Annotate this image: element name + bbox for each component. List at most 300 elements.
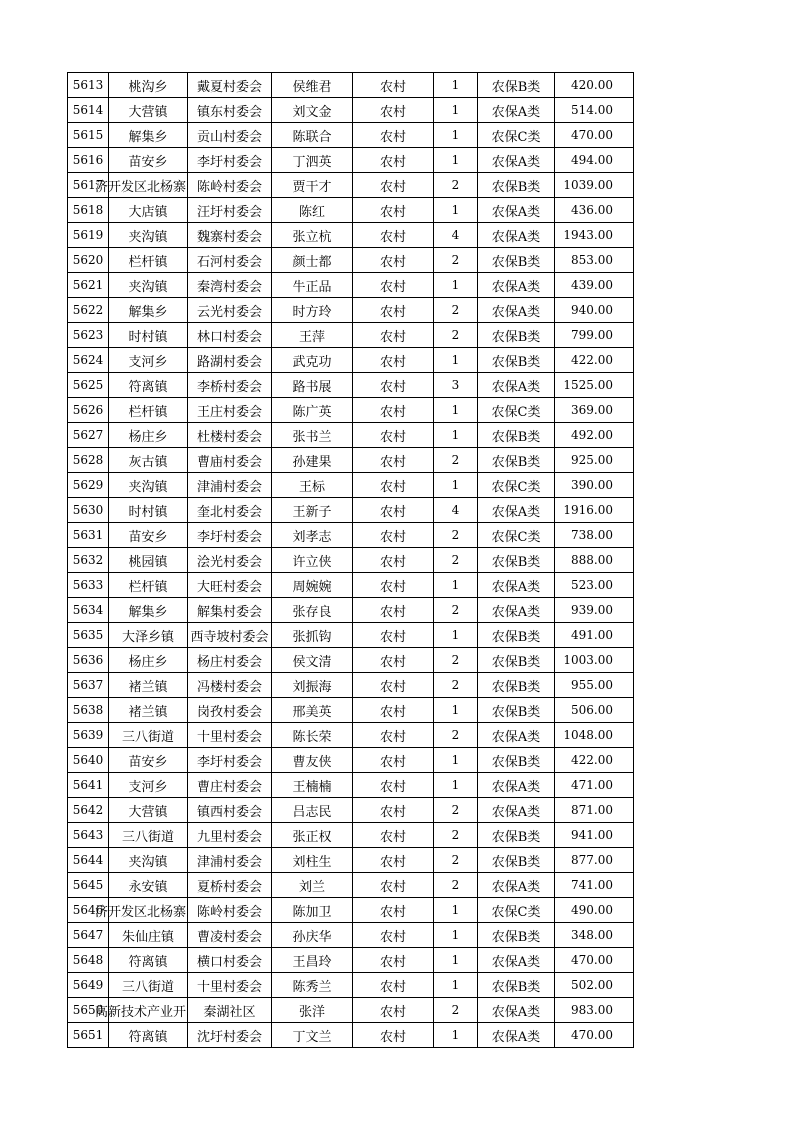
table-row [68, 973, 634, 998]
insurance-category-cell: 农保A类 [478, 373, 555, 398]
table-row [68, 523, 634, 548]
serial-number-cell: 5649 [68, 973, 109, 998]
insurance-category-cell: 农保B类 [478, 698, 555, 723]
insurance-category-cell: 农保C类 [478, 473, 555, 498]
village-committee-cell: 杜楼村委会 [188, 423, 272, 448]
amount-cell: 955.00 [555, 673, 634, 698]
household-type-cell: 农村 [353, 473, 434, 498]
serial-number-cell: 5650 [68, 998, 109, 1023]
amount-cell: 1943.00 [555, 223, 634, 248]
family-size-cell: 1 [434, 573, 478, 598]
serial-number-cell: 5624 [68, 348, 109, 373]
table-row [68, 598, 634, 623]
village-committee-cell: 路湖村委会 [188, 348, 272, 373]
township-cell: 褚兰镇 [109, 673, 188, 698]
insurance-category-cell: 农保A类 [478, 273, 555, 298]
household-type-cell: 农村 [353, 423, 434, 448]
insurance-category-cell: 农保C类 [478, 123, 555, 148]
township-cell: 时村镇 [109, 323, 188, 348]
amount-cell: 470.00 [555, 123, 634, 148]
table-row [68, 373, 634, 398]
township-cell: 褚兰镇 [109, 698, 188, 723]
family-size-cell: 2 [434, 723, 478, 748]
township-cell: 大泽乡镇 [109, 623, 188, 648]
insurance-category-cell: 农保B类 [478, 323, 555, 348]
amount-cell: 439.00 [555, 273, 634, 298]
table-row [68, 323, 634, 348]
insurance-category-cell: 农保B类 [478, 548, 555, 573]
township-cell: 夹沟镇 [109, 273, 188, 298]
serial-number-cell: 5643 [68, 823, 109, 848]
family-size-cell: 2 [434, 798, 478, 823]
insurance-category-cell: 农保A类 [478, 798, 555, 823]
amount-cell: 502.00 [555, 973, 634, 998]
household-type-cell: 农村 [353, 123, 434, 148]
table-row [68, 473, 634, 498]
village-committee-cell: 九里村委会 [188, 823, 272, 848]
township-cell: 解集乡 [109, 298, 188, 323]
village-committee-cell: 陈岭村委会 [188, 898, 272, 923]
family-size-cell: 1 [434, 748, 478, 773]
person-name-cell: 张洋 [272, 998, 353, 1023]
table-row [68, 498, 634, 523]
person-name-cell: 刘孝志 [272, 523, 353, 548]
amount-cell: 1003.00 [555, 648, 634, 673]
person-name-cell: 张抓钩 [272, 623, 353, 648]
family-size-cell: 2 [434, 648, 478, 673]
amount-cell: 925.00 [555, 448, 634, 473]
serial-number-cell: 5613 [68, 73, 109, 98]
serial-number-cell: 5634 [68, 598, 109, 623]
insurance-category-cell: 农保B类 [478, 73, 555, 98]
village-committee-cell: 秦湖社区 [188, 998, 272, 1023]
village-committee-cell: 津浦村委会 [188, 848, 272, 873]
household-type-cell: 农村 [353, 323, 434, 348]
serial-number-cell: 5631 [68, 523, 109, 548]
township-cell: 支河乡 [109, 773, 188, 798]
household-type-cell: 农村 [353, 948, 434, 973]
table-row [68, 448, 634, 473]
township-cell [95, 898, 188, 923]
household-type-cell: 农村 [353, 398, 434, 423]
amount-cell: 799.00 [555, 323, 634, 348]
amount-cell: 940.00 [555, 298, 634, 323]
household-type-cell: 农村 [353, 598, 434, 623]
table-row [68, 98, 634, 123]
township-cell: 栏杆镇 [109, 248, 188, 273]
village-committee-cell: 津浦村委会 [188, 473, 272, 498]
family-size-cell: 2 [434, 998, 478, 1023]
township-cell: 朱仙庄镇 [109, 923, 188, 948]
insurance-category-cell: 农保B类 [478, 648, 555, 673]
insurance-category-cell: 农保A类 [478, 873, 555, 898]
insurance-category-cell: 农保A类 [478, 723, 555, 748]
table-row [68, 348, 634, 373]
household-type-cell: 农村 [353, 73, 434, 98]
table-row [68, 223, 634, 248]
serial-number-cell: 5618 [68, 198, 109, 223]
household-type-cell: 农村 [353, 648, 434, 673]
table-row [68, 73, 634, 98]
village-committee-cell: 石河村委会 [188, 248, 272, 273]
village-committee-cell: 汪圩村委会 [188, 198, 272, 223]
village-committee-cell: 李圩村委会 [188, 523, 272, 548]
family-size-cell: 1 [434, 473, 478, 498]
amount-cell: 369.00 [555, 398, 634, 423]
household-type-cell: 农村 [353, 873, 434, 898]
township-cell [95, 173, 188, 198]
household-type-cell: 农村 [353, 548, 434, 573]
insurance-category-cell: 农保B类 [478, 673, 555, 698]
household-type-cell: 农村 [353, 623, 434, 648]
records-table-body [68, 73, 634, 1048]
insurance-category-cell: 农保C类 [478, 398, 555, 423]
table-row [68, 948, 634, 973]
village-committee-cell: 沈圩村委会 [188, 1023, 272, 1048]
amount-cell: 348.00 [555, 923, 634, 948]
amount-cell: 1039.00 [555, 173, 634, 198]
person-name-cell: 张存良 [272, 598, 353, 623]
family-size-cell: 2 [434, 323, 478, 348]
family-size-cell: 2 [434, 248, 478, 273]
township-cell: 解集乡 [109, 123, 188, 148]
household-type-cell: 农村 [353, 798, 434, 823]
amount-cell: 422.00 [555, 348, 634, 373]
table-row [68, 998, 634, 1023]
amount-cell: 491.00 [555, 623, 634, 648]
serial-number-cell: 5626 [68, 398, 109, 423]
amount-cell: 494.00 [555, 148, 634, 173]
insurance-category-cell: 农保B类 [478, 623, 555, 648]
household-type-cell: 农村 [353, 748, 434, 773]
person-name-cell: 刘兰 [272, 873, 353, 898]
township-text: 济开发区北杨寨 [95, 179, 187, 195]
serial-number-cell: 5616 [68, 148, 109, 173]
amount-cell: 1048.00 [555, 723, 634, 748]
family-size-cell: 1 [434, 198, 478, 223]
serial-number-cell: 5635 [68, 623, 109, 648]
household-type-cell: 农村 [353, 1023, 434, 1048]
family-size-cell: 1 [434, 1023, 478, 1048]
person-name-cell: 王新子 [272, 498, 353, 523]
household-type-cell: 农村 [353, 148, 434, 173]
serial-number-cell: 5642 [68, 798, 109, 823]
serial-number-cell: 5619 [68, 223, 109, 248]
person-name-cell: 刘振海 [272, 673, 353, 698]
serial-number-cell: 5651 [68, 1023, 109, 1048]
amount-cell: 390.00 [555, 473, 634, 498]
person-name-cell: 张立杭 [272, 223, 353, 248]
amount-cell: 983.00 [555, 998, 634, 1023]
person-name-cell: 周婉婉 [272, 573, 353, 598]
person-name-cell: 刘柱生 [272, 848, 353, 873]
person-name-cell: 吕志民 [272, 798, 353, 823]
township-cell: 永安镇 [109, 873, 188, 898]
person-name-cell: 贾干才 [272, 173, 353, 198]
household-type-cell: 农村 [353, 898, 434, 923]
village-committee-cell: 贡山村委会 [188, 123, 272, 148]
insurance-category-cell: 农保B类 [478, 173, 555, 198]
insurance-category-cell: 农保C类 [478, 898, 555, 923]
village-committee-cell: 魏寨村委会 [188, 223, 272, 248]
family-size-cell: 2 [434, 823, 478, 848]
family-size-cell: 1 [434, 398, 478, 423]
household-type-cell: 农村 [353, 773, 434, 798]
person-name-cell: 王标 [272, 473, 353, 498]
serial-number-cell: 5627 [68, 423, 109, 448]
serial-number-cell: 5630 [68, 498, 109, 523]
family-size-cell: 1 [434, 273, 478, 298]
serial-number-cell: 5646 [68, 898, 109, 923]
township-cell: 苗安乡 [109, 748, 188, 773]
township-cell: 灰古镇 [109, 448, 188, 473]
table-row [68, 548, 634, 573]
amount-cell: 422.00 [555, 748, 634, 773]
village-committee-cell: 十里村委会 [188, 723, 272, 748]
township-cell: 三八街道 [109, 823, 188, 848]
person-name-cell: 颜士都 [272, 248, 353, 273]
village-committee-cell: 曹凌村委会 [188, 923, 272, 948]
township-text: 济开发区北杨寨 [95, 904, 187, 920]
serial-number-cell: 5625 [68, 373, 109, 398]
family-size-cell: 2 [434, 873, 478, 898]
amount-cell: 871.00 [555, 798, 634, 823]
village-committee-cell: 曹庄村委会 [188, 773, 272, 798]
person-name-cell: 丁文兰 [272, 1023, 353, 1048]
family-size-cell: 1 [434, 923, 478, 948]
serial-number-cell: 5641 [68, 773, 109, 798]
insurance-category-cell: 农保A类 [478, 498, 555, 523]
family-size-cell: 2 [434, 173, 478, 198]
serial-number-cell: 5615 [68, 123, 109, 148]
person-name-cell: 曹友侠 [272, 748, 353, 773]
township-cell: 解集乡 [109, 598, 188, 623]
township-cell: 三八街道 [109, 973, 188, 998]
person-name-cell: 陈长荣 [272, 723, 353, 748]
serial-number-cell: 5621 [68, 273, 109, 298]
table-row [68, 623, 634, 648]
village-committee-cell: 戴夏村委会 [188, 73, 272, 98]
insurance-category-cell: 农保B类 [478, 423, 555, 448]
insurance-category-cell: 农保B类 [478, 448, 555, 473]
person-name-cell: 张正权 [272, 823, 353, 848]
household-type-cell: 农村 [353, 448, 434, 473]
township-cell: 三八街道 [109, 723, 188, 748]
household-type-cell: 农村 [353, 198, 434, 223]
serial-number-cell: 5629 [68, 473, 109, 498]
family-size-cell: 1 [434, 623, 478, 648]
person-name-cell: 孙建果 [272, 448, 353, 473]
table-row [68, 198, 634, 223]
household-type-cell: 农村 [353, 673, 434, 698]
person-name-cell: 许立侠 [272, 548, 353, 573]
person-name-cell: 陈秀兰 [272, 973, 353, 998]
insurance-category-cell: 农保A类 [478, 198, 555, 223]
amount-cell: 1525.00 [555, 373, 634, 398]
table-row [68, 248, 634, 273]
amount-cell: 436.00 [555, 198, 634, 223]
village-committee-cell: 镇东村委会 [188, 98, 272, 123]
serial-number-cell: 5645 [68, 873, 109, 898]
table-row [68, 148, 634, 173]
insurance-category-cell: 农保C类 [478, 523, 555, 548]
amount-cell: 506.00 [555, 698, 634, 723]
insurance-category-cell: 农保A类 [478, 223, 555, 248]
township-cell: 大店镇 [109, 198, 188, 223]
village-committee-cell: 李桥村委会 [188, 373, 272, 398]
insurance-category-cell: 农保A类 [478, 298, 555, 323]
amount-cell: 741.00 [555, 873, 634, 898]
township-cell [95, 998, 188, 1023]
insurance-category-cell: 农保B类 [478, 823, 555, 848]
family-size-cell: 2 [434, 673, 478, 698]
village-committee-cell: 云光村委会 [188, 298, 272, 323]
township-cell: 栏杆镇 [109, 573, 188, 598]
amount-cell: 492.00 [555, 423, 634, 448]
serial-number-cell: 5638 [68, 698, 109, 723]
serial-number-cell: 5622 [68, 298, 109, 323]
village-committee-cell: 岗孜村委会 [188, 698, 272, 723]
township-cell: 夹沟镇 [109, 848, 188, 873]
table-row [68, 723, 634, 748]
insurance-category-cell: 农保B类 [478, 848, 555, 873]
person-name-cell: 武克功 [272, 348, 353, 373]
township-cell: 栏杆镇 [109, 398, 188, 423]
person-name-cell: 丁泗英 [272, 148, 353, 173]
amount-cell: 738.00 [555, 523, 634, 548]
amount-cell: 523.00 [555, 573, 634, 598]
family-size-cell: 1 [434, 98, 478, 123]
insurance-category-cell: 农保A类 [478, 98, 555, 123]
township-cell: 大营镇 [109, 798, 188, 823]
village-committee-cell: 杨庄村委会 [188, 648, 272, 673]
person-name-cell: 刘文金 [272, 98, 353, 123]
table-row [68, 398, 634, 423]
township-cell: 符离镇 [109, 373, 188, 398]
township-cell: 桃园镇 [109, 548, 188, 573]
table-row [68, 773, 634, 798]
village-committee-cell: 李圩村委会 [188, 148, 272, 173]
table-row [68, 123, 634, 148]
household-type-cell: 农村 [353, 223, 434, 248]
insurance-category-cell: 农保B类 [478, 348, 555, 373]
township-cell: 符离镇 [109, 1023, 188, 1048]
township-cell: 符离镇 [109, 948, 188, 973]
serial-number-cell: 5637 [68, 673, 109, 698]
person-name-cell: 孙庆华 [272, 923, 353, 948]
family-size-cell: 1 [434, 973, 478, 998]
family-size-cell: 1 [434, 123, 478, 148]
person-name-cell: 路书展 [272, 373, 353, 398]
household-type-cell: 农村 [353, 973, 434, 998]
household-type-cell: 农村 [353, 173, 434, 198]
family-size-cell: 4 [434, 498, 478, 523]
insurance-category-cell: 农保B类 [478, 748, 555, 773]
amount-cell: 853.00 [555, 248, 634, 273]
table-row [68, 698, 634, 723]
family-size-cell: 4 [434, 223, 478, 248]
family-size-cell: 1 [434, 73, 478, 98]
village-committee-cell: 林口村委会 [188, 323, 272, 348]
amount-cell: 877.00 [555, 848, 634, 873]
family-size-cell: 2 [434, 523, 478, 548]
table-row [68, 748, 634, 773]
village-committee-cell: 冯楼村委会 [188, 673, 272, 698]
person-name-cell: 张书兰 [272, 423, 353, 448]
serial-number-cell: 5620 [68, 248, 109, 273]
table-row [68, 848, 634, 873]
table-row [68, 873, 634, 898]
table-row [68, 173, 634, 198]
serial-number-cell: 5628 [68, 448, 109, 473]
household-type-cell: 农村 [353, 348, 434, 373]
household-type-cell: 农村 [353, 298, 434, 323]
insurance-category-cell: 农保A类 [478, 773, 555, 798]
person-name-cell: 陈广英 [272, 398, 353, 423]
family-size-cell: 2 [434, 448, 478, 473]
serial-number-cell: 5614 [68, 98, 109, 123]
township-cell: 杨庄乡 [109, 648, 188, 673]
township-cell: 支河乡 [109, 348, 188, 373]
village-committee-cell: 镇西村委会 [188, 798, 272, 823]
person-name-cell: 牛正品 [272, 273, 353, 298]
household-type-cell: 农村 [353, 698, 434, 723]
insurance-category-cell: 农保A类 [478, 998, 555, 1023]
township-cell: 大营镇 [109, 98, 188, 123]
person-name-cell: 陈红 [272, 198, 353, 223]
family-size-cell: 2 [434, 298, 478, 323]
serial-number-cell: 5644 [68, 848, 109, 873]
amount-cell: 1916.00 [555, 498, 634, 523]
insurance-category-cell: 农保A类 [478, 148, 555, 173]
amount-cell: 470.00 [555, 1023, 634, 1048]
township-cell: 夹沟镇 [109, 223, 188, 248]
township-cell: 桃沟乡 [109, 73, 188, 98]
village-committee-cell: 王庄村委会 [188, 398, 272, 423]
insurance-category-cell: 农保A类 [478, 598, 555, 623]
household-type-cell: 农村 [353, 98, 434, 123]
family-size-cell: 1 [434, 898, 478, 923]
village-committee-cell: 夏桥村委会 [188, 873, 272, 898]
amount-cell: 514.00 [555, 98, 634, 123]
household-type-cell: 农村 [353, 923, 434, 948]
person-name-cell: 王昌玲 [272, 948, 353, 973]
village-committee-cell: 浍光村委会 [188, 548, 272, 573]
household-type-cell: 农村 [353, 248, 434, 273]
household-type-cell: 农村 [353, 823, 434, 848]
village-committee-cell: 西寺坡村委会 [188, 623, 272, 648]
household-type-cell: 农村 [353, 498, 434, 523]
serial-number-cell: 5623 [68, 323, 109, 348]
serial-number-cell: 5639 [68, 723, 109, 748]
insurance-category-cell: 农保A类 [478, 573, 555, 598]
insurance-category-cell: 农保B类 [478, 248, 555, 273]
table-row [68, 273, 634, 298]
amount-cell: 941.00 [555, 823, 634, 848]
serial-number-cell: 5636 [68, 648, 109, 673]
table-row [68, 923, 634, 948]
village-committee-cell: 秦湾村委会 [188, 273, 272, 298]
serial-number-cell: 5647 [68, 923, 109, 948]
amount-cell: 470.00 [555, 948, 634, 973]
person-name-cell: 时方玲 [272, 298, 353, 323]
table-row [68, 798, 634, 823]
household-type-cell: 农村 [353, 373, 434, 398]
serial-number-cell: 5617 [68, 173, 109, 198]
table-row [68, 648, 634, 673]
family-size-cell: 3 [434, 373, 478, 398]
township-cell: 苗安乡 [109, 523, 188, 548]
